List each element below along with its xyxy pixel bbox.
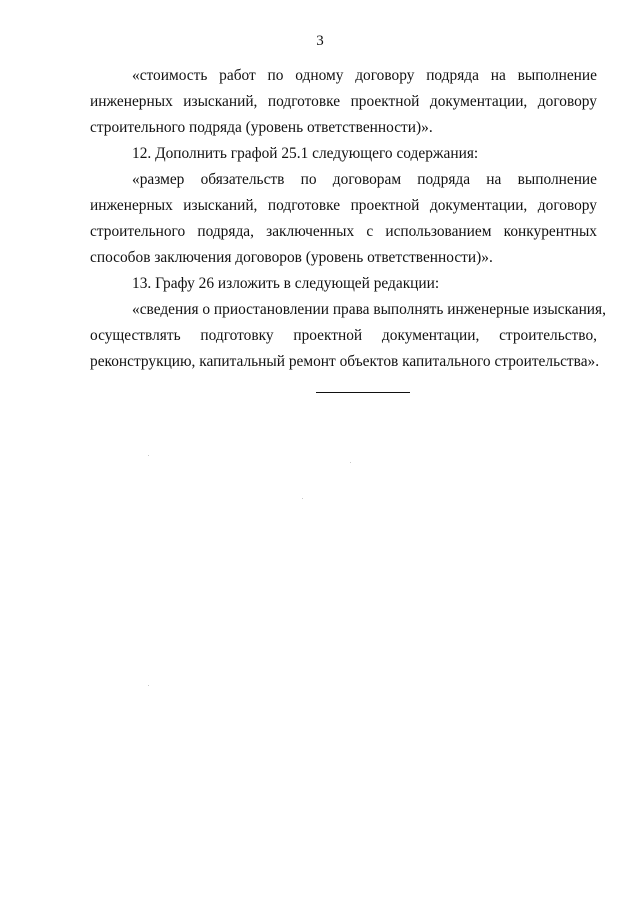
paragraph-2-line-1: «размер обязательств по договорам подряда на выполнение (132, 171, 597, 188)
paragraph-1-line-3: строительного подряда (уровень ответственности)». (90, 119, 433, 136)
scan-speck (148, 685, 149, 686)
page-number: 3 (316, 33, 324, 49)
end-divider-line (316, 392, 410, 393)
paragraph-3-line-2: осуществлять подготовку проектной документации, строительство, (90, 327, 597, 344)
paragraph-2-line-3: строительного подряда, заключенных с использованием конкурентных (90, 223, 597, 240)
item-12-heading: 12. Дополнить графой 25.1 следующего содержания: (132, 145, 479, 162)
paragraph-1-line-1: «стоимость работ по одному договору подряда на выполнение (132, 67, 597, 84)
paragraph-2-line-2: инженерных изысканий, подготовке проектной документации, договору (90, 197, 597, 214)
scan-speck (350, 462, 351, 463)
paragraph-1-line-2: инженерных изысканий, подготовке проектной документации, договору (90, 93, 597, 110)
scan-speck (302, 498, 303, 499)
scan-speck (148, 455, 149, 456)
paragraph-3-line-3: реконструкцию, капитальный ремонт объектов капитального строительства». (90, 353, 600, 370)
item-13-heading: 13. Графу 26 изложить в следующей редакции: (132, 275, 440, 292)
paragraph-3-line-1: «сведения о приостановлении права выполнять инженерные изыскания, (132, 301, 606, 318)
paragraph-2-line-4: способов заключения договоров (уровень ответственности)». (90, 249, 493, 266)
